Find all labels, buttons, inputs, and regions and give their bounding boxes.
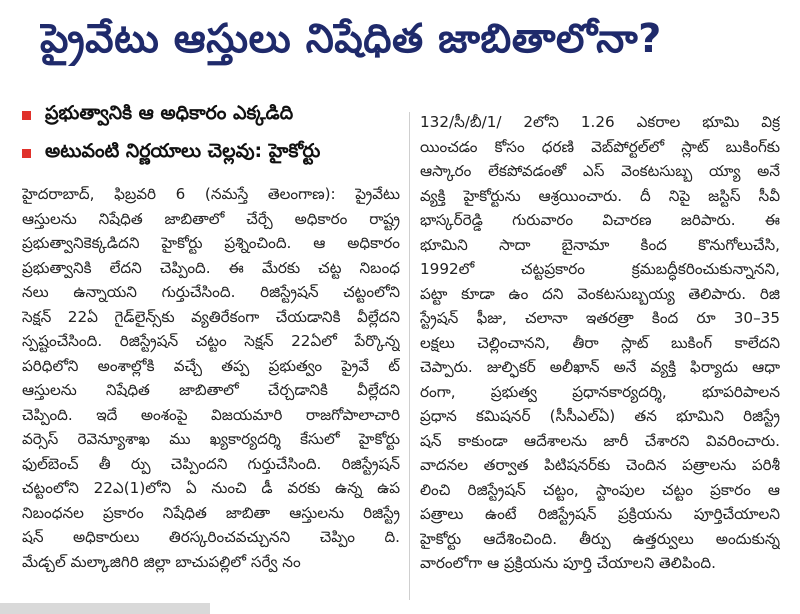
article-line: మేడ్చల్ మల్కాజిగిరి జిల్లా బాచుపల్లిలో సర్వే నం bbox=[22, 552, 301, 571]
article-line: నిబంధనల ప్రకారం నిషేధిత జాబితా ఆస్తులను రిజిస్ట్రే bbox=[22, 503, 400, 522]
article-line: షన్ కాకుండా ఆదేశాలను జారీ చేశారని వివరించారు. bbox=[420, 431, 780, 450]
article-line: భూమిని సాదా బైనామా కింద కొనుగోలుచేసి, bbox=[420, 235, 780, 254]
article-line: స్ట్రేషన్ ఫీజు, చలానా ఇతరత్రా కింద రూ 30–35 bbox=[420, 309, 780, 327]
article-line: చట్టంలోని 22ఎ(1)లోని ఏ నుంచి డీ వరకు ఉన్న ఉప bbox=[22, 479, 400, 497]
article-line: ఆస్తులను నిషేధిత జాబితాలో చేర్చే అధికారం రాష్ట్ర bbox=[22, 209, 400, 228]
article-line: ప్రభుత్వానికెక్కడిదని హైకోర్టు ప్రశ్నించింది. ఆ అధికారం bbox=[22, 234, 400, 252]
article-line: పత్రాలు ఉంటే రిజిస్ట్రేషన్ ప్రక్రియను పూర్తిచేయాలని bbox=[420, 505, 780, 523]
article-line: ఫుల్‌బెంచ్ తీ ర్పు చెప్పిందని గుర్తుచేసింది. రిజిస్ట్రేషన్ bbox=[22, 454, 400, 473]
article-line: ప్రధాన కమిషనర్ (సీసీఎల్‌ఏ) తన భూమిని రిజిస్ట్రే bbox=[420, 407, 780, 425]
article-line: సెక్షన్ 22ఏ గైడ్‌లైన్స్‌కు వ్యతిరేకంగా చేయడానికి వీల్లేదని bbox=[22, 307, 400, 326]
article-headline: ప్రైవేటు ఆస్తులు నిషేధిత జాబితాలోనా? bbox=[40, 16, 662, 62]
article-line: భాస్కర్‌రెడ్డి గురువారం విచారణ జరిపారు. ఈ bbox=[420, 211, 780, 229]
article-line: పట్టా కూడా ఉం దని వెంకటసుబ్బయ్య తెలిపారు. రిజి bbox=[420, 284, 780, 303]
subheadings bbox=[22, 100, 402, 176]
article-line: హైదరాబాద్, ఫిబ్రవరి 6 (నమస్తే తెలంగాణ): ప్రైవేటు bbox=[22, 185, 400, 203]
left-column bbox=[22, 182, 400, 574]
bottom-edge-bar bbox=[0, 603, 210, 614]
bullet-icon bbox=[22, 149, 31, 158]
article-line: వర్సెస్ రెవెన్యూశాఖ ము ఖ్యకార్యదర్శి కేసులో హైకోర్టు bbox=[22, 430, 400, 448]
subheading-text: ప్రభుత్వానికి ఆ అధికారం ఎక్కడిది bbox=[45, 101, 294, 124]
article-line: హైకోర్టు ఆదేశించింది. తీర్పు ఉత్తర్వులు అందుకున్న bbox=[420, 529, 780, 548]
article-line: షన్ అధికారులు తిరస్కరించవచ్చునని చెప్పిం ది. bbox=[22, 528, 400, 546]
subheading-text: అటువంటి నిర్ణయాలు చెల్లవు: హైకోర్టు bbox=[45, 139, 321, 162]
article-line: స్పష్టంచేసింది. రిజిస్ట్రేషన్ చట్టం సెక్షన్ 22ఏలో పేర్కొన్న bbox=[22, 332, 400, 350]
article-line: లక్షలు చెల్లించానని, తీరా స్లాట్ బుకింగ్ కాలేదని bbox=[420, 333, 780, 352]
article-line: పరిధిలోని అంశాల్లోకి వచ్చే తప్ప ప్రభుత్వం ప్రైవే ట్ bbox=[22, 356, 400, 375]
article-line: వారంలోగా ఆ ప్రక్రియను పూర్తి చేయాలని తెలిపింది. bbox=[420, 554, 716, 572]
article-line: 132/సీ/బీ/1/ 2లోని 1.26 ఎకరాల భూమి విక్ర bbox=[420, 113, 780, 131]
bullet-icon bbox=[22, 111, 31, 120]
article-line: ఆస్కారం లేకపోవడంతో ఎస్ వెంకటసుబ్బ య్యా అనే bbox=[420, 162, 780, 180]
article-line: లించి రిజిస్ట్రేషన్ చట్టం, స్టాంపుల చట్టం ప్రకారం ఆ bbox=[420, 480, 780, 499]
article-line: ఆస్తులను నిషేధిత జాబితాలో చేర్చడానికి వీల్లేదని bbox=[22, 381, 400, 399]
article-line: చెప్పారు. జుల్ఫికర్ అలీఖాన్ అనే వ్యక్తి ఫిర్యాదు ఆధా bbox=[420, 358, 780, 376]
article-line: యించడం కోసం ధరణి వెబ్‌పోర్టల్‌లో స్లాట్ బుకింగ్‌కు bbox=[420, 137, 780, 156]
subheading-1 bbox=[22, 100, 402, 130]
article-line: నలు ఉన్నాయని గుర్తుచేసింది. రిజిస్ట్రేషన్ చట్టంలోని bbox=[22, 283, 400, 301]
right-column bbox=[420, 110, 780, 576]
article-line: వాదనల తర్వాత పిటిషనర్‌కు చెందిన పత్రాలను పరిశీ bbox=[420, 456, 780, 474]
article-line: రంగా, ప్రభుత్వ ప్రధానకార్యదర్శి, భూపరిపాలన bbox=[420, 382, 780, 401]
article-line: ప్రభుత్వానికి లేదని చెప్పింది. ఈ మేరకు చట్ట నిబంధ bbox=[22, 258, 400, 277]
article-line: 1992లో చట్టప్రకారం క్రమబద్ధీకరించుకున్నానని, bbox=[420, 260, 780, 278]
article-line: చెప్పింది. ఇదే అంశంపై విజయమారి రాజగోపాలాచారి bbox=[22, 405, 400, 424]
column-divider bbox=[409, 112, 410, 600]
subheading-2 bbox=[22, 138, 402, 168]
article-line: వ్యక్తి హైకోర్టును ఆశ్రయించారు. దీ నిపై జస్టిస్ సీవీ bbox=[420, 186, 780, 205]
